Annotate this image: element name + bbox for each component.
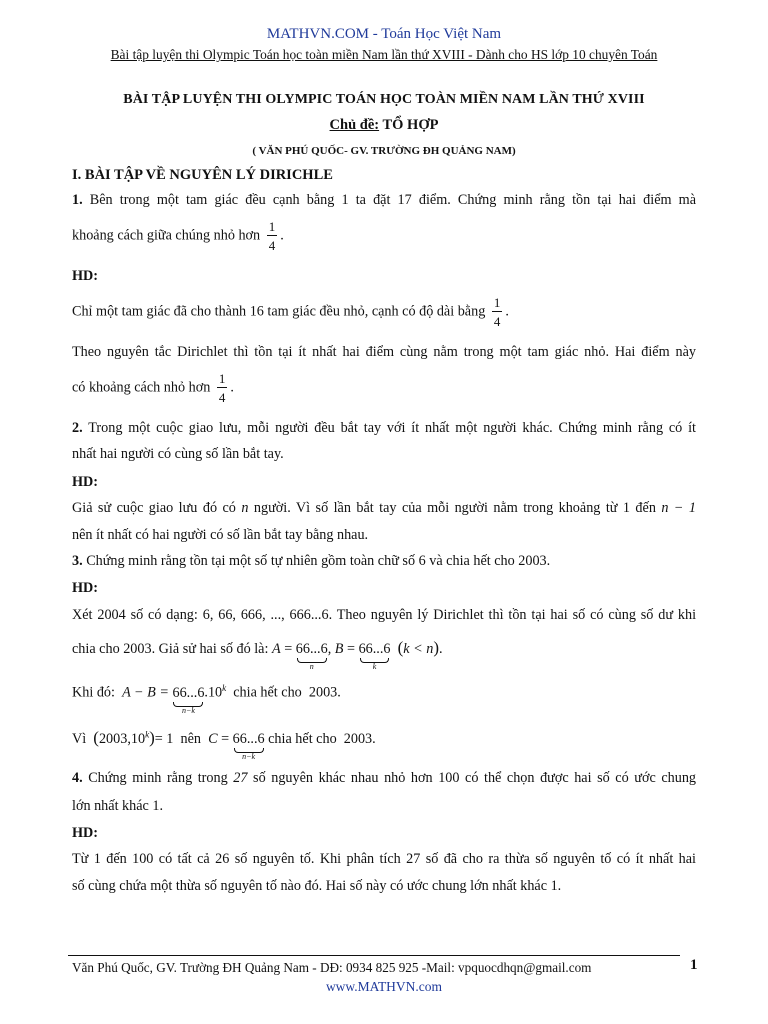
math-var: C (208, 731, 218, 747)
math-sequence: 6, 66, 666, ..., 666...6 (202, 607, 329, 623)
math-expr: .10 (204, 684, 223, 701)
footer-text: Văn Phú Quốc, GV. Trường ĐH Quảng Nam - DĐ: 0934 825 925 -Mail: vpquocdhqn@gmail.com (72, 960, 592, 975)
problem-text: Chứng minh rằng tồn tại một số tự nhiên gồm toàn chữ số 6 và chia hết cho 2003. (86, 553, 551, 569)
math-expr: n − 1 (661, 500, 697, 516)
fraction-numerator: 1 (493, 295, 501, 310)
problem-3-line-1 (72, 553, 550, 570)
solution-text: Giả sử cuộc giao lưu đó có (72, 500, 236, 516)
solution-text: chia cho 2003. Giả sử hai số đó là: (72, 641, 269, 657)
solution-3-line-2: chia cho 2003. Giả sử hai số đó là: A = 66...6 n , B = 66...6 k (k < n). (72, 638, 443, 671)
math-op: = (347, 641, 356, 657)
solution-text: chia hết cho (233, 684, 302, 701)
problem-text: Bên trong một tam giác đều cạnh bằng 1 ta đặt 17 điểm. Chứng minh rằng tồn tại hai điểm mà (89, 192, 696, 208)
underbrace-label: k (372, 662, 377, 671)
problem-2-line-2: nhất hai người có cùng số lần bắt tay. (72, 446, 284, 462)
solution-3-line-4: Vì $(2003,10^k)= 1$ nên C = 66...6 n−k chia hết cho 2003. (72, 728, 376, 761)
math-value: 2003 (308, 684, 338, 701)
problem-1-line-1 (72, 192, 696, 209)
solution-1-line-3: có khoảng cách nhỏ hơn $\frac{1}{4}$ . (72, 371, 234, 405)
fraction (217, 372, 228, 404)
underbrace-label: n (309, 662, 314, 671)
solution-text: Xét 2004 số có dạng: (72, 607, 198, 623)
header-site: MATHVN.COM - Toán Học Việt Nam (266, 26, 502, 42)
math-exponent: k (145, 729, 150, 740)
underbrace-expression (358, 641, 391, 671)
problem-text: Trong một cuộc giao lưu, mỗi người đều bắt tay với ít nhất một người khác. Chứng minh rằng có ít (88, 420, 696, 436)
fraction-denominator: 4 (218, 390, 226, 405)
section-heading: I. BÀI TẬP VỀ NGUYÊN LÝ DIRICHLE (72, 167, 333, 183)
solution-text: chia hết cho (268, 731, 337, 747)
underbrace-label: n−k (242, 752, 256, 761)
problem-2-line-1 (72, 420, 696, 437)
solution-3-line-1 (72, 607, 696, 624)
underbrace-top: 66...6 (172, 684, 205, 701)
fraction-numerator: 1 (268, 219, 276, 234)
underbrace-top: 66...6 (358, 641, 391, 657)
footer-divider (68, 955, 680, 956)
fraction-denominator: 4 (493, 314, 501, 329)
underbrace-expression (172, 684, 205, 715)
math-var: A (271, 641, 281, 657)
problem-number: 2. (72, 420, 83, 436)
hd-label: HD: (72, 474, 99, 490)
problem-text: Chứng minh rằng trong (88, 770, 228, 786)
math-op: = (221, 731, 230, 747)
problem-4-line-2: lớn nhất khác 1. (72, 798, 164, 814)
solution-text: có khoảng cách nhỏ hơn (72, 379, 211, 396)
document-title: BÀI TẬP LUYỆN THI OLYMPIC TOÁN HỌC TOÀN MIỀN NAM LẦN THỨ XVIII (123, 92, 645, 107)
author-line: ( VĂN PHÚ QUỐC- GV. TRƯỜNG ĐH QUẢNG NAM) (252, 145, 516, 157)
math-expr: 2003,10 (98, 731, 146, 747)
math-expr: A − B = (122, 684, 169, 701)
problem-number: 3. (72, 553, 83, 569)
underbrace-expression (232, 731, 265, 761)
solution-4-line-1: Từ 1 đến 100 có tất cả 26 số nguyên tố. Khi phân tích 27 số đã cho ra thừa số nguyên tố có ít nhất hai (72, 851, 696, 867)
math-condition: k < n (403, 641, 434, 657)
fraction-numerator: 1 (218, 371, 226, 386)
math-var: n (241, 500, 249, 516)
problem-number: 1. (72, 192, 83, 208)
underbrace-expression (295, 641, 328, 671)
underbrace-label: n−k (181, 705, 195, 715)
math-op: = (284, 641, 293, 657)
fraction (492, 296, 503, 328)
underbrace-top: 66...6 (295, 641, 328, 657)
footer-url[interactable]: www.MATHVN.com (325, 979, 443, 994)
solution-text: Chỉ một tam giác đã cho thành 16 tam giác đều nhỏ, cạnh có độ dài bằng (72, 303, 486, 320)
hd-label: HD: (72, 825, 99, 841)
page-number: 1 (690, 957, 698, 973)
math-exponent: k (222, 683, 227, 693)
solution-text: . Theo nguyên lý Dirichlet thì tồn tại hai số có cùng số dư khi (328, 607, 697, 623)
fraction-denominator: 4 (268, 238, 276, 253)
solution-text: nên (180, 731, 201, 747)
fraction (267, 220, 278, 252)
solution-text: Vì (72, 731, 87, 747)
topic-value: TỔ HỢP (382, 117, 439, 133)
solution-2-line-2: nên ít nhất có hai người có số lần bắt tay bằng nhau. (72, 527, 369, 543)
problem-text: khoảng cách giữa chúng nhỏ hơn (72, 227, 261, 244)
header-subtitle: Bài tập luyện thi Olympic Toán học toàn miền Nam lần thứ XVIII - Dành cho HS lớp 10 chuyên Toán (110, 47, 658, 62)
solution-text: Khi đó: (72, 684, 115, 701)
math-value: 2003 (343, 731, 373, 747)
topic-line (0, 117, 768, 134)
solution-text: người. Vì số lần bắt tay của mỗi người nằm trong khoảng từ 1 đến (253, 500, 656, 516)
problem-4-line-1 (72, 770, 696, 787)
problem-text: số nguyên khác nhau nhỏ hơn 100 có thể chọn được hai số có ước chung (253, 770, 697, 786)
solution-1-line-2: Theo nguyên tắc Dirichlet thì tồn tại ít nhất hai điểm cùng nằm trong một tam giác nhỏ. Hai điểm này (72, 344, 696, 360)
solution-4-line-2: số cùng chứa một thừa số nguyên tố nào đó. Hai số này có ước chung lớn nhất khác 1. (72, 878, 562, 894)
hd-label: HD: (72, 580, 99, 596)
math-expr: = 1 (154, 731, 174, 747)
solution-3-line-3: Khi đó: A − B = 66...6 n−k .10$^k$ chia hết cho 2003. (72, 683, 341, 715)
topic-label: Chủ đề: (329, 117, 380, 133)
underbrace-top: 66...6 (232, 731, 265, 747)
solution-1-line-1: Chỉ một tam giác đã cho thành 16 tam giác đều nhỏ, cạnh có độ dài bằng $\frac{1}{4}$ . (72, 295, 509, 329)
problem-number: 4. (72, 770, 83, 786)
math-value: 27 (233, 770, 248, 786)
math-var: B (334, 641, 344, 657)
hd-label: HD: (72, 268, 99, 284)
problem-1-line-2: khoảng cách giữa chúng nhỏ hơn $\frac{1}{4}$ . (72, 219, 284, 253)
solution-2-line-1 (72, 500, 696, 517)
